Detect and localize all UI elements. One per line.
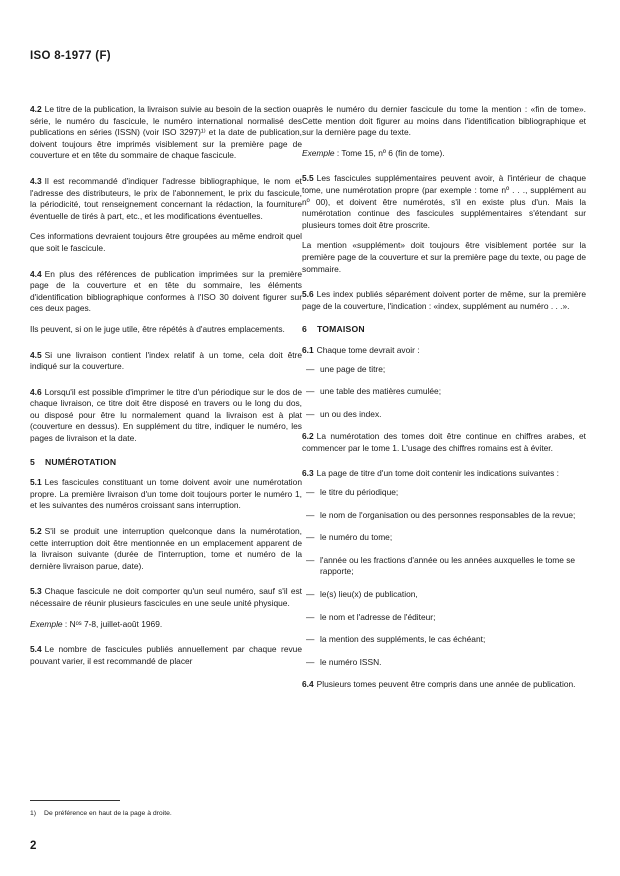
clause-5-1: 5.1 Les fascicules constituant un tome doivent avoir une numérotation propre. La première livraison d'un tome doit toujours porter le numéro 1, et les suivantes des numéros croissant sans interruption. [30,477,302,511]
footnote: 1) De préférence en haut de la page à droite. [30,810,172,817]
list-6-1 [302,364,586,421]
clause-6-2: 6.2 La numérotation des tomes doit être continue en chiffres arabes, et commencer par le tome 1. L'usage des chiffres romains est à éviter. [302,431,586,453]
right-column [302,104,586,700]
section-6-heading: 6 TOMAISON [302,324,365,335]
list-item: — un ou des index. [302,409,586,421]
list-6-3 [302,487,586,668]
clause-4-3-note: Ces informations devraient toujours être groupées au même endroit quel que soit le fascicule. [30,231,302,253]
clause-5-4-continued: après le numéro du dernier fascicule du tome la mention : «fin de tome». Cette mention doit figurer au moins dans l'identification bibliographique et sur la dernière page du texte. [302,104,586,138]
clause-4-4-note: Ils peuvent, si on le juge utile, être répétés à d'autres emplacements. [30,323,285,334]
clause-5-5-note: La mention «supplément» doit toujours être visiblement portée sur la première page de la couverture et sur la première page du texte, ou page de sommaire. [302,240,586,274]
left-column [30,104,302,676]
footnote-divider [30,800,120,801]
clause-6-3: 6.3 La page de titre d'un tome doit contenir les indications suivantes : [302,468,559,479]
clause-5-6: 5.6 Les index publiés séparément doivent porter de même, sur la première page de la couverture, l'indication : «index, supplément au numéro . . .». [302,289,586,311]
list-item: — le nom et l'adresse de l'éditeur; [302,612,586,624]
list-item: — une page de titre; [302,364,586,376]
clause-5-3: 5.3 Chaque fascicule ne doit comporter qu'un seul numéro, sauf s'il est nécessaire de réunir plusieurs fascicules en une seule unité physique. [30,586,302,608]
list-item: — le(s) lieu(x) de publication, [302,589,586,601]
list-item: — le nom de l'organisation ou des personnes responsables de la revue; [302,510,586,522]
list-item: — le numéro ISSN. [302,657,586,669]
example-5-4: Exemple : Tome 15, nº 6 (fin de tome). [302,147,445,158]
list-item: — le numéro du tome; [302,532,586,544]
clause-4-2: 4.2 Le titre de la publication, la livraison suivie au besoin de la section ou série, le numéro du fascicule, le numéro international normalisé des publications en séries (ISSN) (voir ISO 3297)¹⁾ et la date de publication, doivent toujours être imprimés visiblement sur la première page de couverture et en tête du sommaire de chaque fascicule. [30,104,302,161]
clause-4-5: 4.5 Si une livraison contient l'index relatif à un tome, cela doit être indiqué sur la couverture. [30,349,302,372]
list-item: — une table des matières cumulée; [302,386,586,398]
clause-5-4: 5.4 Le nombre de fascicules publiés annuellement par chaque revue pouvant varier, il est recommandé de placer [30,644,302,666]
section-5-heading: 5 NUMÉROTATION [30,456,117,467]
list-item: — l'année ou les fractions d'année ou les années auxquelles le tome se rapporte; [302,555,586,578]
clause-4-3: 4.3 Il est recommandé d'indiquer l'adresse bibliographique, le nom et l'adresse des distributeurs, le prix de l'abonnement, le prix du fascicule, la périodicité, tout renseignement concernant la rédaction, la fourniture éventuelle de tirés à part, etc., et les modifications éventuelles. [30,175,302,221]
clause-6-4: 6.4 Plusieurs tomes peuvent être compris dans une année de publication. [302,679,576,690]
page-number: 2 [30,840,37,852]
clause-5-5: 5.5 Les fascicules supplémentaires peuvent avoir, à l'intérieur de chaque tome, une numérotation propre (par exemple : tome nº . . ., supplément au nº 00), et doivent être numérotés, s'il en existe plus d'un. Mais la numérotation continue des fascicules supplémentaires s'étendant sur plusieurs tomes doit être proscrite. [302,173,586,230]
clause-4-4: 4.4 En plus des références de publication imprimées sur la première page de la couverture et en tête du sommaire, les éléments d'identification bibliographique conformes à l'ISO 30 doivent figurer sur ces deux pages. [30,268,302,314]
list-item: — la mention des suppléments, le cas échéant; [302,634,586,646]
clause-6-1: 6.1 Chaque tome devrait avoir : [302,344,420,355]
list-item: — le titre du périodique; [302,487,586,499]
clause-5-2: 5.2 S'il se produit une interruption quelconque dans la numérotation, cette interruption doit être mentionnée en un emplacement apparent de la livraison suivante (durée de l'interruption, tome et numéro de la dernière livraison parue, date). [30,526,302,571]
example-5-3: Exemple : Nᵒˢ 7-8, juillet-août 1969. [30,618,163,629]
document-header: ISO 8-1977 (F) [30,50,111,62]
clause-4-6: 4.6 Lorsqu'il est possible d'imprimer le titre d'un périodique sur le dos de chaque livraison, ce titre doit être disposé en travers ou le long du dos, ou disposé pour être lu normalement quand la livraison est à plat (couverture en dessus). En supplément du titre, indiquer le numéro, les pages de livraison et la date. [30,386,302,444]
